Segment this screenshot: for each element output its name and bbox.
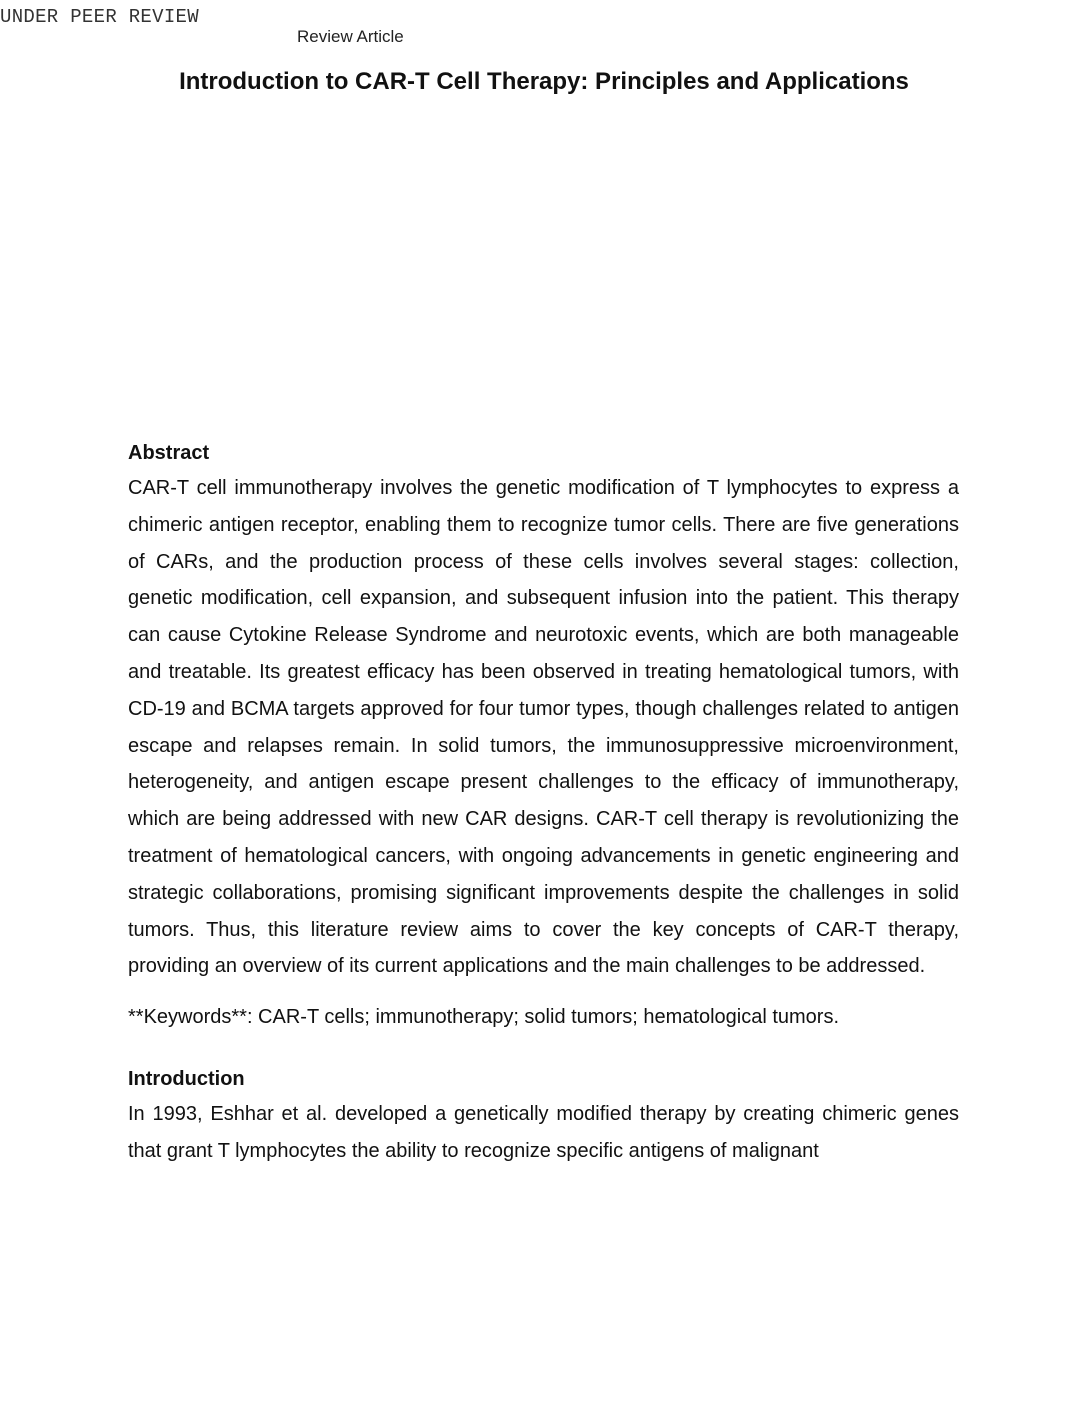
article-type-label: Review Article [297, 27, 404, 46]
page-title: Introduction to CAR-T Cell Therapy: Principles and Applications [179, 68, 909, 95]
abstract-paragraph: CAR-T cell immunotherapy involves the genetic modification of T lymphocytes to express a chimeric antigen receptor, enabling them to recognize tumor cells. There are five generations of CARs, and the production process of these cells involves several stages: collection, genetic modification, cell expansion, and subsequent infusion into the patient. This therapy can cause Cytokine Release Syndrome and neurotoxic events, which are both manageable and treatable. Its greatest efficacy has been observed in treating hematological tumors, with CD-19 and BCMA targets approved for four tumor types, though challenges related to antigen escape and relapses remain. In solid tumors, the immunosuppressive microenvironment, heterogeneity, and antigen escape present challenges to the efficacy of immunotherapy, which are being addressed with new CAR designs. CAR-T cell therapy is revolutionizing the treatment of hematological cancers, with ongoing advancements in genetic engineering and strategic collaborations, promising significant improvements despite the challenges in solid tumors. Thus, this literature review aims to cover the key concepts of CAR-T therapy, providing an overview of its current applications and the main challenges to be addressed. [128, 477, 959, 978]
introduction-paragraph: In 1993, Eshhar et al. developed a genetically modified therapy by creating chimeric genes that grant T lymphocytes the ability to recognize specific antigens of malignant [128, 1102, 959, 1162]
introduction-heading: Introduction [128, 1067, 245, 1090]
article-body [128, 440, 959, 1170]
keywords-line: **Keywords**: CAR-T cells; immunotherapy; solid tumors; hematological tumors. [128, 1006, 840, 1029]
abstract-heading: Abstract [128, 442, 210, 464]
peer-review-watermark: UNDER PEER REVIEW [0, 6, 199, 28]
